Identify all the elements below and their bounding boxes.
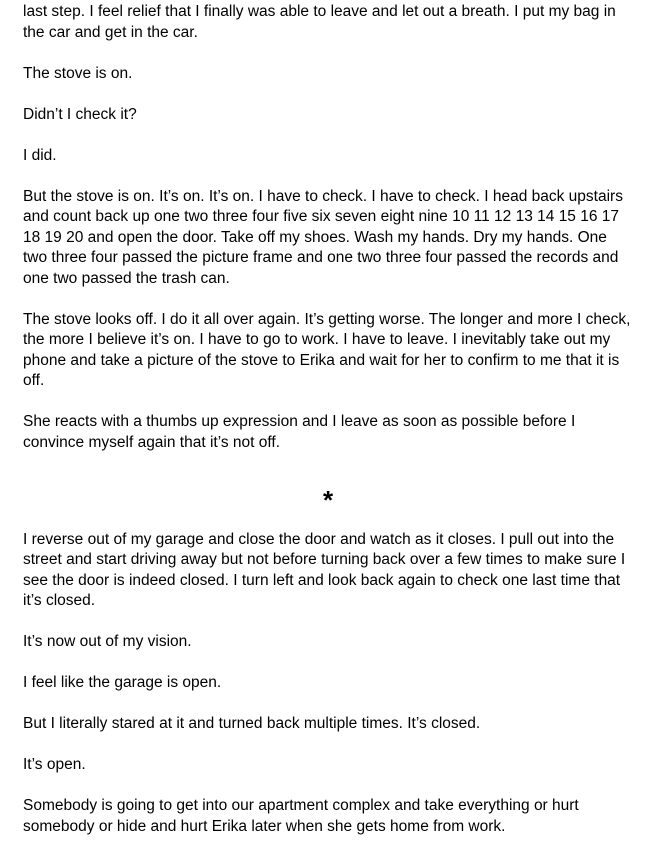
- paragraph: Didn’t I check it?: [23, 105, 137, 123]
- document-page: [23, 0, 633, 858]
- paragraph: Somebody is going to get into our apartment complex and take everything or hurt somebody or hide and hurt Erika later when she gets home from work.: [23, 797, 579, 835]
- paragraph: I did.: [23, 146, 57, 164]
- paragraph: It’s now out of my vision.: [23, 633, 192, 650]
- paragraph: The stove is on.: [23, 64, 133, 82]
- paragraph: last step. I feel relief that I finally was able to leave and let out a breath. I put my bag in the car and get in the car.: [23, 3, 616, 41]
- paragraph: I reverse out of my garage and close the door and watch as it closes. I pull out into the street and start driving away but not before turning back over a few times to make sure I see the door is indeed closed. I turn left and look back again to check one last time that it’s closed.: [23, 530, 626, 609]
- paragraph: The stove looks off. I do it all over again. It’s getting worse. The longer and more I check, the more I believe it’s on. I have to go to work. I have to leave. I inevitably take out my phone and take a picture of the stove to Erika and wait for her to confirm to me that it is off.: [23, 310, 631, 389]
- paragraph: It’s open.: [23, 756, 86, 773]
- paragraph: But I literally stared at it and turned back multiple times. It’s closed.: [23, 715, 481, 732]
- paragraph: But the stove is on. It’s on. It’s on. I have to check. I have to check. I head back upstairs and count back up one two three four five six seven eight nine 10 11 12 13 14 15 16 17 18 19 20 and open the door. Take off my shoes. Wash my hands. Dry my hands. One two three four passed the picture frame and one two three four passed the records and one two passed the trash can.: [23, 187, 623, 287]
- paragraph: I feel like the garage is open.: [23, 674, 222, 691]
- paragraph: She reacts with a thumbs up expression and I leave as soon as possible before I convince myself again that it’s not off.: [23, 413, 576, 451]
- section-separator: *: [322, 484, 334, 515]
